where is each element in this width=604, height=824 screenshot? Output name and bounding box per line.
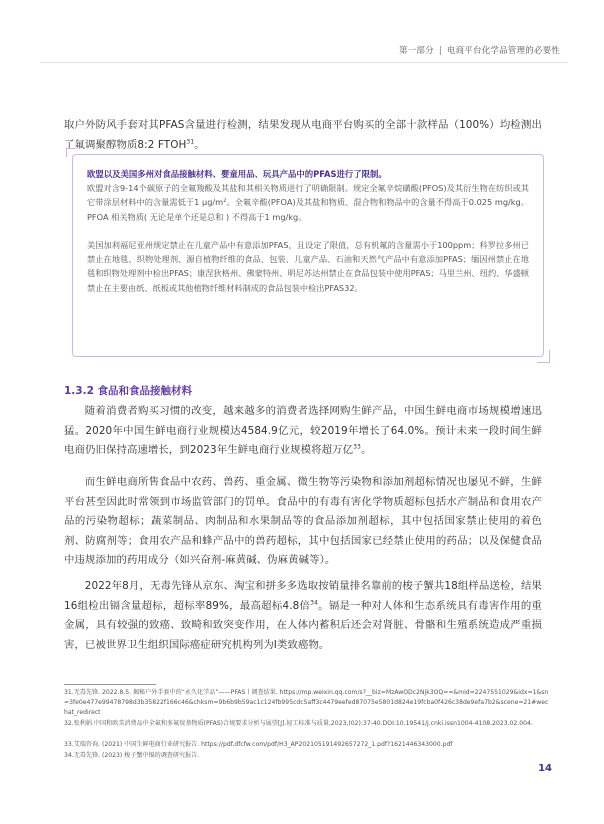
footnote-ref: 34 (310, 599, 318, 607)
section-title-text: 食品和食品接触材料 (97, 385, 193, 397)
footnote-divider (64, 684, 156, 685)
paragraph-end: 。 (360, 444, 372, 457)
section-number: 1.3.2 (64, 385, 94, 397)
paragraph-text-cont: 。镉是一种对人体和生态系统具有毒害作用的重金属，具有较强的致癌、致畸和致突变作用，在人体内蓄积后还会对肾脏、骨骼和生殖系统造成严重损害，已被世界卫生组织国际癌症研究机构列为I类致癌物。 (64, 599, 542, 651)
header-title: 电商平台化学品管理的必要性 (446, 46, 560, 56)
footnote-34: 34.无毒先锋. (2023) 梭子蟹中镉的调查研究报告. (64, 752, 200, 759)
footnote-33: 33.艾瑞咨询. (2021) 中国生鲜电商行业研究报告. https://pdf.dfcfw.com/pdf/H3_AP202105191492657272_1.pdf?1621446343000.pdf (64, 741, 453, 748)
header-separator: | (438, 46, 442, 56)
running-header (399, 44, 560, 56)
callout-title: 欧盟以及美国多州对食品接触材料、婴童用品、玩具产品中的PFAS进行了限制。 (87, 169, 387, 179)
paragraph-crab-cadmium (64, 577, 542, 655)
intro-end: 。 (194, 138, 205, 151)
footnote-ref: 33 (353, 443, 361, 451)
footnote-ref: 31 (186, 138, 195, 146)
header-part: 第一部分 (399, 46, 434, 56)
paragraph-fresh-ecommerce (64, 402, 542, 461)
footnote-31: 31.无毒先锋. 2022.8.5. 揭秘户外手套中的“永久化学品”——PFAS丨调查结果. https://mp.weixin.qq.com/s?__biz=MzAwODc2Njk3OQ==&mid=2247551029&idx=1&sn=3fe0e477e99478798d3b35822f166c46&chksm=9b6b9b59ac1c124fb995cdc5aff3c4479eefed87075e5801d824e19fcba0f426c38de9efa7b2&scene=21#wechat_redirect (64, 689, 549, 717)
paragraph-text: 而生鲜电商所售食品中农药、兽药、重金属、微生物等污染物和添加剂超标情况也屡见不鲜，生鲜平台甚至因此时常领到市场监管部门的罚单。食品中的有毒有害化学物质超标包括水产制品和食用农产品的污染物超标；蔬菜制品、肉制品和水果制品等的食品添加剂超标，其中包括国家禁止使用的着色剂、防腐剂等；食用农产品和蜂产品中的兽药超标，其中包括国家已经禁止使用的药品；以及保健食品中违规添加的药用成分（如兴奋剂-麻黄碱、伪麻黄碱等）。 (64, 476, 542, 567)
footnote-32: 32.张利娟.中国和欧美消费品中全氟和多氟烷基物质(PFAS)合规要求分析与展望[J].轻工标准与质量,2023,(02):37-40.DOI:10.19541/j.cnki.issn1004-4108.2023.02.004. (64, 720, 533, 727)
section-heading (64, 383, 192, 398)
page-number: 14 (538, 763, 552, 774)
callout-corner-bottom-right (537, 350, 550, 363)
paragraph-text: 随着消费者购买习惯的改变，越来越多的消费者选择网购生鲜产品，中国生鲜电商市场规模增速迅猛。2020年中国生鲜电商行业规模达4584.9亿元，较2019年增长了64.0%。预计未来一段时间生鲜电商仍旧保持高速增长，到2023年生鲜电商行业规模将超万亿 (64, 405, 542, 457)
header-divider (40, 62, 568, 63)
paragraph-contaminants (64, 473, 542, 571)
intro-text: 取户外防风手套对其PFAS含量进行检测，结果发现从电商平台购买的全部十款样品（100%）均检测出了氟调聚醇物质8:2 FTOH (64, 119, 542, 151)
intro-paragraph (64, 116, 542, 155)
paragraph-text: 2022年8月，无毒先锋从京东、淘宝和拼多多选取按销量排名靠前的梭子蟹共18组样品送检，结果16组检出镉含量超标，超标率89%，最高超标4.8倍 (64, 580, 542, 612)
regulation-callout-box (72, 154, 544, 357)
callout-paragraph-eu: 欧盟对含9-14个碳原子的全氟羧酸及其盐和其相关物质进行了明确限制。规定全氟辛烷磺酸(PFOS)及其衍生物在纺织或其它带涂层材料中的含量需低于1 μg/m²。全氟辛酸(PFOA)及其盐和物质、混合物和物品中的含量不得高于0.025 mg/kg。PFOA 相关物质( 无论是单个还是总和 ) 不得高于1 mg/kg。 (87, 183, 529, 222)
callout-paragraph-us: 美国加利福尼亚州规定禁止在儿童产品中有意添加PFAS，且设定了限值，总有机氟的含量需小于100ppm；科罗拉多州已禁止在地毯、织物处理剂、源自植物纤维的食品、包装、儿童产品、石油和天然气产品中有意添加PFAS；缅因州禁止在地毯和织物处理剂中检出PFAS；康涅狄格州、佛蒙特州、明尼苏达州禁止在食品包装中使用PFAS；马里兰州、纽约、华盛顿禁止在主要由纸、纸板或其他植物纤维材料制成的食品包装中检出PFAS32。 (87, 239, 529, 293)
